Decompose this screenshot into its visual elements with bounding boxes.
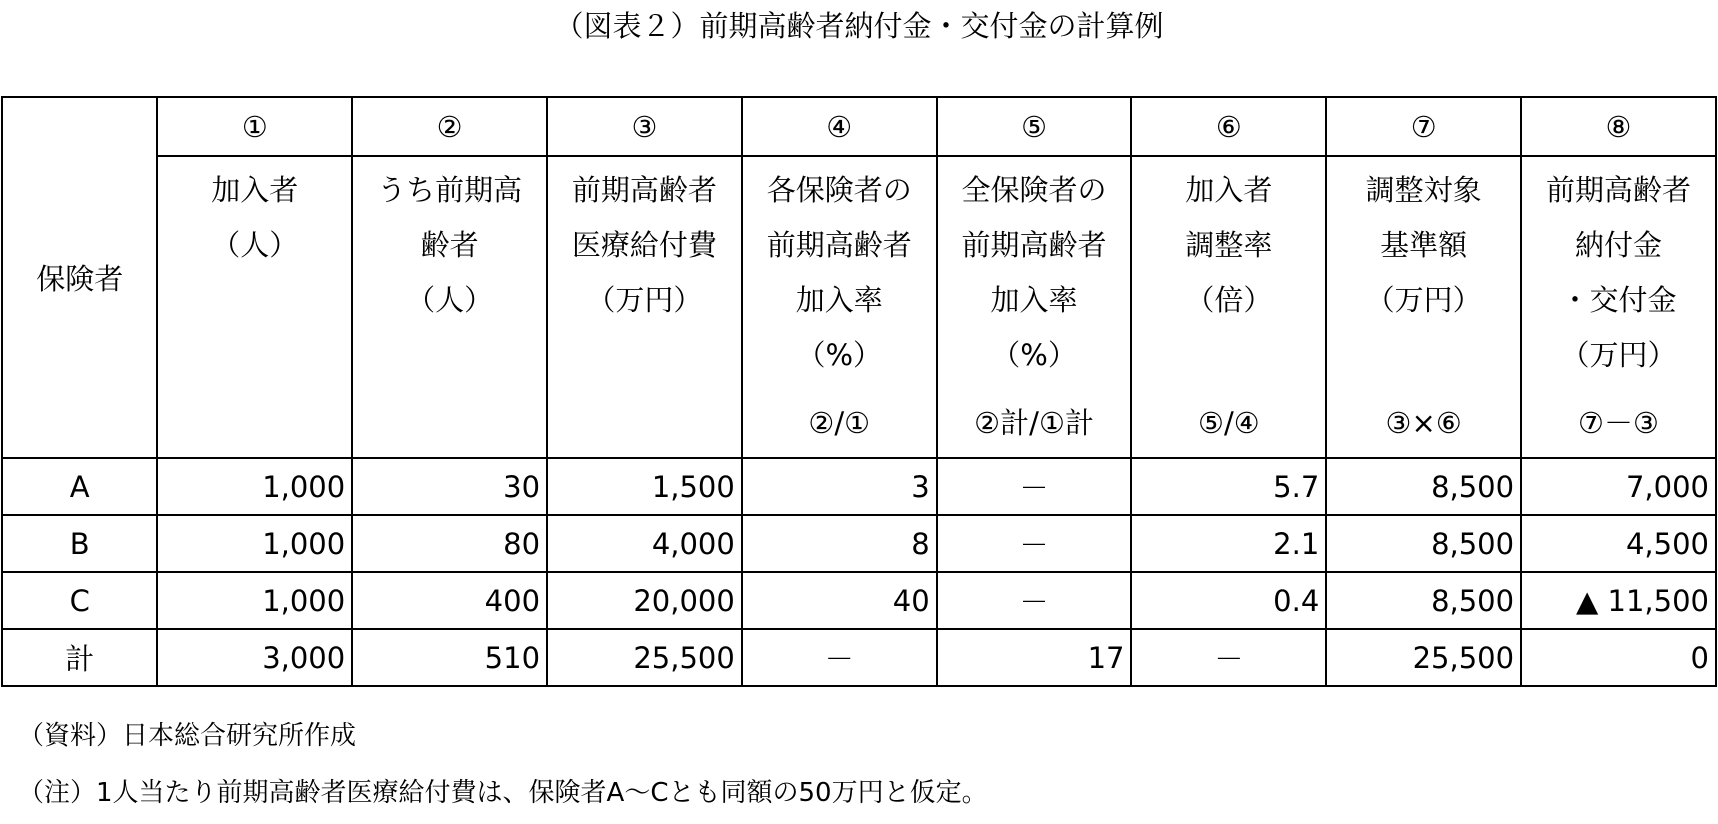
column-formula: ②/① <box>808 406 871 440</box>
table-cell: － <box>742 629 937 686</box>
column-number: ④ <box>742 97 937 156</box>
column-label: 加入者 調整率 （倍） <box>1185 173 1273 317</box>
table-cell: 8 <box>742 515 937 572</box>
insurer-name: C <box>2 572 157 629</box>
table-cell: 2.1 <box>1131 515 1326 572</box>
column-header <box>937 156 1132 458</box>
table-cell: 1,500 <box>547 458 742 515</box>
table-cell: 0 <box>1521 629 1716 686</box>
table-cell: － <box>937 572 1132 629</box>
column-header <box>352 156 547 458</box>
column-number: ⑦ <box>1326 97 1521 156</box>
column-header <box>157 156 352 458</box>
table-row <box>2 572 1716 629</box>
column-number: ② <box>352 97 547 156</box>
table-cell: 7,000 <box>1521 458 1716 515</box>
table-cell: 510 <box>352 629 547 686</box>
table-cell: 20,000 <box>547 572 742 629</box>
column-header <box>1326 156 1521 458</box>
page-title: （図表２）前期高齢者納付金・交付金の計算例 <box>554 9 1164 43</box>
column-header <box>742 156 937 458</box>
insurer-name: B <box>2 515 157 572</box>
table-cell: － <box>937 515 1132 572</box>
column-formula: ⑦－③ <box>1578 406 1660 440</box>
column-number-row <box>2 97 1716 156</box>
insurer-name: 計 <box>2 629 157 686</box>
table-cell: ▲ 11,500 <box>1521 572 1716 629</box>
column-label: 前期高齢者 納付金 ・交付金 （万円） <box>1546 173 1692 372</box>
table-row <box>2 515 1716 572</box>
table-cell: 0.4 <box>1131 572 1326 629</box>
table-row <box>2 458 1716 515</box>
column-formula: ②計/①計 <box>974 406 1094 440</box>
table-cell: 40 <box>742 572 937 629</box>
column-label: 全保険者の 前期高齢者 加入率 （%） <box>961 173 1107 372</box>
column-header <box>547 156 742 458</box>
table-cell: 8,500 <box>1326 458 1521 515</box>
table-cell: 3,000 <box>157 629 352 686</box>
table-cell: 1,000 <box>157 515 352 572</box>
table-cell: 8,500 <box>1326 515 1521 572</box>
column-number: ① <box>157 97 352 156</box>
column-label: 各保険者の 前期高齢者 加入率 （%） <box>766 173 912 372</box>
column-label: うち前期高 齢者 （人） <box>377 173 523 317</box>
table-cell: 25,500 <box>547 629 742 686</box>
table-cell: 3 <box>742 458 937 515</box>
table-cell: － <box>937 458 1132 515</box>
table-cell: 30 <box>352 458 547 515</box>
table-row-total <box>2 629 1716 686</box>
table-cell: 17 <box>937 629 1132 686</box>
footnote: （注）1人当たり前期高齢者医療給付費は、保険者A～Cとも同額の50万円と仮定。 <box>18 778 988 808</box>
table-cell: 1,000 <box>157 458 352 515</box>
column-formula: ③×⑥ <box>1385 406 1462 440</box>
column-header-row <box>2 156 1716 458</box>
table-cell: 4,000 <box>547 515 742 572</box>
table-cell: 400 <box>352 572 547 629</box>
insurer-header: 保険者 <box>2 97 157 458</box>
column-number: ⑧ <box>1521 97 1716 156</box>
column-number: ⑤ <box>937 97 1132 156</box>
column-number: ⑥ <box>1131 97 1326 156</box>
column-label: 調整対象 基準額 （万円） <box>1365 173 1482 317</box>
column-formula: ⑤/④ <box>1197 406 1260 440</box>
table-cell: 4,500 <box>1521 515 1716 572</box>
table-cell: 8,500 <box>1326 572 1521 629</box>
table-cell: 25,500 <box>1326 629 1521 686</box>
table-cell: 80 <box>352 515 547 572</box>
column-number: ③ <box>547 97 742 156</box>
calculation-table <box>1 96 1717 687</box>
source-note: （資料）日本総合研究所作成 <box>18 721 357 751</box>
column-header <box>1521 156 1716 458</box>
table-cell: 1,000 <box>157 572 352 629</box>
column-label: 前期高齢者 医療給付費 （万円） <box>571 173 717 317</box>
column-label: 加入者 （人） <box>211 173 299 262</box>
table-cell: 5.7 <box>1131 458 1326 515</box>
insurer-name: A <box>2 458 157 515</box>
column-header <box>1131 156 1326 458</box>
table-cell: － <box>1131 629 1326 686</box>
